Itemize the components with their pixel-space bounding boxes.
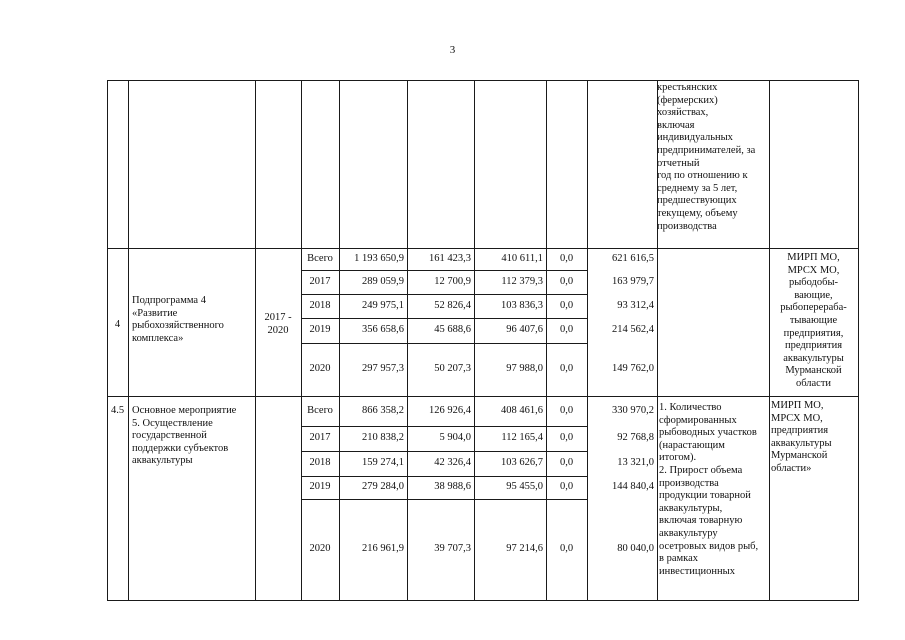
measure-indicator-line: осетровых видов рыб, (659, 540, 759, 552)
measure-name (132, 405, 252, 468)
subprogram-total: 356 658,6 (362, 324, 404, 336)
measure-total: 210 838,2 (362, 432, 404, 444)
measure-other: 144 840,4 (612, 481, 654, 493)
measure-executors-line: Мурманской (771, 450, 828, 462)
subprogram-executors-line: Мурманской (785, 365, 842, 377)
measure-indicator-line: 1. Количество (659, 402, 722, 413)
subprogram-executors-line: предприятия, (783, 327, 844, 339)
subprogram-executors (772, 252, 855, 391)
table-right-border (858, 80, 859, 601)
measure-year: Всего (307, 404, 333, 416)
subprogram-top-border (107, 248, 859, 249)
year-row-rule (301, 294, 588, 295)
column-rule (546, 80, 547, 601)
subprogram-year: 2017 (309, 275, 331, 287)
measure-indicator-line: (нарастающим (659, 439, 725, 451)
subprogram-local: 0,0 (559, 363, 574, 375)
measure-other: 80 040,0 (617, 543, 654, 555)
subprogram-regional: 96 407,6 (506, 324, 543, 336)
measure-other: 330 970,2 (612, 404, 654, 416)
carry-over-indicator (657, 82, 766, 233)
subprogram-number: 4 (114, 319, 121, 330)
carry-over-indicator-line: (фермерских) (657, 94, 718, 106)
carry-over-indicator-line: среднему за 5 лет, (657, 182, 738, 194)
measure-regional: 103 626,7 (501, 457, 543, 469)
column-rule (474, 80, 475, 601)
column-rule (255, 80, 256, 397)
carry-over-indicator-line: производства (657, 220, 717, 232)
subprogram-regional: 97 988,0 (506, 363, 543, 375)
carry-over-indicator-line: предшествующих (657, 195, 737, 207)
table-left-border (107, 80, 108, 601)
column-rule (407, 80, 408, 601)
subprogram-executors-line: тывающие (789, 314, 838, 326)
measure-other: 92 768,8 (617, 432, 654, 444)
subprogram-name-line: «Развитие (132, 307, 178, 319)
carry-over-indicator-line: текущему, объему (657, 207, 738, 219)
measure-year: 2020 (309, 543, 331, 555)
measure-top-border (107, 396, 859, 397)
subprogram-name-line: рыбохозяйственного (132, 320, 224, 332)
year-row-rule (301, 426, 588, 427)
measure-name-line: Основное мероприятие (132, 405, 237, 416)
subprogram-federal: 50 207,3 (434, 363, 471, 375)
subprogram-period-line: 2017 - (264, 312, 292, 323)
subprogram-year: Всего (307, 252, 333, 264)
subprogram-federal: 161 423,3 (429, 252, 471, 264)
subprogram-local: 0,0 (559, 252, 574, 264)
subprogram-regional: 410 611,1 (501, 252, 543, 264)
subprogram-year: 2018 (309, 299, 331, 311)
carry-over-indicator-line: отчетный (657, 157, 700, 169)
carry-over-indicator-line: хозяйствах, (657, 107, 709, 119)
measure-indicator (659, 402, 766, 578)
column-rule (339, 80, 340, 601)
measure-executors-line: МИРП МО, (771, 400, 824, 411)
subprogram-name (132, 295, 252, 345)
measure-executors-line: аквакультуры (771, 437, 832, 449)
subprogram-executors-line: рыбоперераба- (780, 302, 847, 314)
measure-federal: 126 926,4 (429, 404, 471, 416)
measure-indicator-line: производства (659, 477, 719, 489)
measure-indicator-line: рыбоводных участков (659, 427, 757, 439)
measure-indicator-line: 2. Прирост объема (659, 464, 743, 476)
measure-name-line: поддержки субъектов (132, 442, 229, 454)
subprogram-total: 249 975,1 (362, 299, 404, 311)
subprogram-executors-line: МРСХ МО, (787, 264, 840, 276)
measure-other: 13 321,0 (617, 457, 654, 469)
subprogram-executors-line: вающие, (794, 289, 833, 301)
carry-over-indicator-line: предпринимателей, за (657, 144, 756, 156)
measure-total: 216 961,9 (362, 543, 404, 555)
subprogram-federal: 12 700,9 (434, 275, 471, 287)
year-row-rule (301, 476, 588, 477)
subprogram-name-line: Подпрограмма 4 (132, 295, 206, 306)
subprogram-year: 2019 (309, 324, 331, 336)
measure-regional: 97 214,6 (506, 543, 543, 555)
table-top-border (107, 80, 859, 81)
subprogram-local: 0,0 (559, 299, 574, 311)
year-row-rule (301, 343, 588, 344)
column-rule (301, 80, 302, 601)
measure-name-line: государственной (132, 430, 207, 442)
subprogram-regional: 103 836,3 (501, 299, 543, 311)
measure-total: 159 274,1 (362, 457, 404, 469)
measure-federal: 39 707,3 (434, 543, 471, 555)
column-rule (255, 396, 256, 601)
measure-executors-line: области» (771, 462, 812, 474)
measure-federal: 5 904,0 (439, 432, 471, 444)
measure-executors (771, 400, 855, 476)
year-row-rule (301, 451, 588, 452)
measure-total: 866 358,2 (362, 404, 404, 416)
year-row-rule (301, 270, 588, 271)
measure-federal: 38 988,6 (434, 481, 471, 493)
measure-indicator-line: сформированных (659, 414, 737, 426)
measure-indicator-line: включая товарную (659, 515, 743, 527)
measure-indicator-line: в рамках (659, 553, 698, 565)
measure-federal: 42 326,4 (434, 457, 471, 469)
subprogram-executors-line: предприятия (784, 340, 843, 352)
measure-regional: 408 461,6 (501, 404, 543, 416)
subprogram-local: 0,0 (559, 275, 574, 287)
column-rule (128, 80, 129, 601)
subprogram-name-line: комплекса» (132, 332, 184, 344)
year-row-rule (301, 318, 588, 319)
carry-over-indicator-line: включая (657, 119, 695, 131)
measure-local: 0,0 (559, 404, 574, 416)
subprogram-federal: 45 688,6 (434, 324, 471, 336)
measure-indicator-line: продукции товарной (659, 490, 751, 502)
subprogram-executors-line: рыбодобы- (788, 277, 839, 289)
measure-indicator-line: инвестиционных (659, 565, 735, 577)
measure-name-line: 5. Осуществление (132, 417, 213, 429)
subprogram-year: 2020 (309, 363, 331, 375)
measure-year: 2018 (309, 457, 331, 469)
subprogram-executors-line: МИРП МО, (787, 252, 840, 263)
measure-number: 4.5 (110, 405, 125, 416)
measure-total: 279 284,0 (362, 481, 404, 493)
subprogram-federal: 52 826,4 (434, 299, 471, 311)
measure-local: 0,0 (559, 481, 574, 493)
subprogram-total: 289 059,9 (362, 275, 404, 287)
subprogram-executors-line: области (795, 377, 832, 389)
measure-name-line: аквакультуры (132, 455, 193, 467)
subprogram-other: 621 616,5 (612, 252, 654, 264)
subprogram-period-line: 2020 (267, 324, 289, 336)
measure-year: 2017 (309, 432, 331, 444)
subprogram-other: 93 312,4 (617, 299, 654, 311)
subprogram-other: 214 562,4 (612, 324, 654, 336)
table-bottom-border (107, 600, 859, 601)
measure-executors-line: МРСХ МО, (771, 412, 823, 424)
column-rule (769, 80, 770, 601)
measure-indicator-line: аквакультуру (659, 527, 718, 539)
carry-over-indicator-line: год по отношению к (657, 170, 748, 182)
subprogram-local: 0,0 (559, 324, 574, 336)
measure-local: 0,0 (559, 432, 574, 444)
measure-local: 0,0 (559, 543, 574, 555)
year-row-rule (301, 499, 588, 500)
subprogram-other: 149 762,0 (612, 363, 654, 375)
carry-over-indicator-line: крестьянских (657, 82, 718, 93)
column-rule (587, 80, 588, 601)
measure-regional: 95 455,0 (506, 481, 543, 493)
measure-indicator-line: аквакультуры, (659, 502, 723, 514)
page-number: 3 (449, 44, 456, 56)
subprogram-period (258, 312, 298, 337)
measure-regional: 112 165,4 (501, 432, 543, 444)
measure-indicator-line: итогом). (659, 452, 697, 464)
subprogram-executors-line: аквакультуры (783, 352, 844, 364)
measure-local: 0,0 (559, 457, 574, 469)
measure-executors-line: предприятия (771, 425, 829, 437)
subprogram-total: 1 193 650,9 (354, 252, 404, 264)
measure-year: 2019 (309, 481, 331, 493)
subprogram-other: 163 979,7 (612, 275, 654, 287)
subprogram-regional: 112 379,3 (501, 275, 543, 287)
subprogram-total: 297 957,3 (362, 363, 404, 375)
carry-over-indicator-line: индивидуальных (657, 132, 733, 144)
